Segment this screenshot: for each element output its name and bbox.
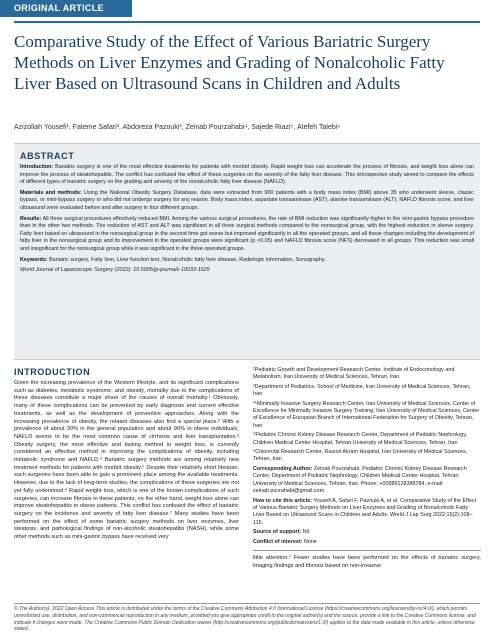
- conflict-of-interest-value: None: [303, 538, 317, 545]
- how-to-cite-label: How to cite this article:: [253, 497, 313, 504]
- abstract-keywords-text: Bariatric surgery, Fatty liver, Liver function test, Nonalcoholic fatty liver disease, Radiologic information, Sonography.: [49, 256, 326, 263]
- paper-title: Comparative Study of the Effect of Various Bariatric Surgery Methods on Liver Enzymes and Grading of Nonalcoholic Fatty Liver Based on Ultrasound Scans in Children and Adults: [14, 32, 445, 93]
- abstract-results-label: Results:: [20, 215, 42, 222]
- abstract-keywords: [20, 257, 474, 265]
- abstract-introduction-label: Introduction:: [20, 164, 54, 170]
- affiliation: ²Department of Pediatrics, School of Medicine, Iran University of Medical Sciences, Tehran, Iran: [253, 383, 471, 398]
- abstract-methods-label: Materials and methods:: [20, 189, 82, 196]
- footer-rule: [14, 603, 480, 604]
- license-footer: © The Author(s). 2022 Open Access This article is distributed under the terms of the Creative Commons Attribution 4.0 International License (https://creativecommons.org/licenses/by-nc/4.0/), which permits unrestricted use, distribution, and non-commercial reproduction in any medium, provided you give appropriate credit to the original author(s) and the source, provide a link to the Creative Commons license, and indicate if changes were made. The Creative Commons Public Domain Dedication waiver (http://creativecommons.org/publicdomain/zero/1.0/) applies to the data made available in this article, unless otherwise stated.: [14, 606, 476, 633]
- abstract-methods-text: Using the National Obesity Surgery Database, data were extracted from 900 patients with a body mass index (BMI) above 35 who underwent sleeve, classic bypass, or mini-bypass surgery or who did not undergo surgery for any reason. Body mass index, aspartate transaminase (AST), alanine transaminase (ALT), NAFLD fibrosis score, and liver ultrasound were evaluated before and after surgery in four different groups.: [20, 189, 474, 211]
- corresponding-author-label: Corresponding Author:: [253, 465, 313, 472]
- introduction-continued: little attention.⁷ Fewer studies have been performed on the effects of bariatric surgery, imaging findings and fibrosis based on non-invasive: [253, 554, 481, 569]
- abstract-section: [14, 143, 480, 360]
- author-list: Azizollah Yousefi¹, Fateme Safari², Abdoreza Pazouki³, Zeinab Pourzahabi⁴, Sajede Riazi⁵, Atefeh Talebi⁶: [14, 124, 341, 131]
- abstract-results: [20, 216, 474, 254]
- corresponding-author: [253, 466, 481, 496]
- how-to-cite-text: Yousefi A, Safari F, Pazouki A, et al. Comparative Study of the Effect of Various Bariatric Surgery Methods on Liver Enzymes and Grading of Nonalcoholic Fatty Liver Based on Ultrasound Scans in Children and Adults. World J Lap Surg 2022;15(2):108–115.: [253, 497, 477, 526]
- abstract-results-text: All three surgical procedures effectively reduced BMI. Among the various surgical procedures, the rate of BMI reduction was significantly higher in the mini-gastric bypass procedure than in the other two methods. The reduction of AST and ALT was significant in all three surgical methods compared to the nonsurgical group, with the highest reduction in sleeve surgery. Fatty liver based on ultrasound in the nonsurgical group in the second time got worse but improved significantly in all the operated groups, and all these changes including the development of fatty liver in the nonsurgical group and its improvement in the operated groups were significant (p <0.05) and NAFLD fibrosis score (NFS) decreased in all groups. This reduction was small and insignificant for the nonsurgical group while it was significant in the three operated groups.: [20, 215, 475, 252]
- abstract-introduction: [20, 164, 474, 187]
- abstract-heading: ABSTRACT: [20, 151, 75, 161]
- affiliation: ³⁵Minimally Invasive Surgery Research Center, Iran University of Medical Sciences, Center of Excellence for Minimally Invasive Surgery Training, Iran University of Medical Sciences, Center of Excellence of European Branch of International Federation for Surgery of Obesity, Tehran, Iran: [253, 400, 480, 429]
- article-type-label: ORIGINAL ARTICLE: [0, 0, 132, 17]
- affiliation: ⁶Colorectal Research Center, Rasool Akram Hospital, Iran University of Medical Sciences, Tehran, Iran: [253, 449, 468, 463]
- corresponding-author-text: Zeinab Pourzahabi, Pediatric Chronic Kidney Disease Research Center, Department of Pediatric Nephrology, Children Medical Center Hospital, Tehran University of Medical Sciences, Tehran, Iran, Phone: +00989128388784, e-mail: zeinab.purzahabi@gmail.com: [253, 465, 467, 495]
- conflict-of-interest: [253, 539, 481, 546]
- introduction-text: Given the increasing prevalence of the Western lifestyle, and its significant complications such as diabetes, metabolic syndrome, and obesity, mortality due to the complications of these diseases constitute a major share of the causes of overall mortality.¹ Obviously, many of these complications can be prevented by early diagnosis and current effective treatments, as well as the development of preventive approaches. Along with the increasing prevalence of obesity, the related diseases also find a special place.² With a prevalence of about 30% in the general population and about 90% in obese individuals, NAFLD seems to be the most common cause of cirrhosis and liver transplantation.³ Obesity surgery, the most effective and lasting method in weight loss, is currently considered an effective method in improving the complications of obesity, including metabolic syndrome and NAFLD.⁴ Bariatric surgery methods are among relatively new treatment methods for patients with morbid obesity.⁵ Despite their relatively short lifespan, such surgeries have been able to gain a prominent place among the available treatments. However, due to the lack of long-term studies, the complications of these surgeries are not yet fully understood.⁶ Rapid weight loss, which is one of the known complications of such surgeries, can increase fibrosis in these patients; on the other hand, weight loss alone can improve steatohepatitis in obese patients. This conflict has confused the effect of bariatric surgery on the incidence and severity of fatty liver disease.⁷ Many studies have been performed on the effect of some bariatric surgery methods on liver enzymes, liver steatosis, and pathological findings of non-alcoholic steatohepatitis (NASH), while some other methods such as mini-gastric bypass have received very: [14, 380, 239, 541]
- header-rule: [14, 21, 480, 23]
- source-of-support-value: Nil: [302, 529, 310, 536]
- conflict-of-interest-label: Conflict of interest:: [253, 538, 303, 545]
- abstract-keywords-label: Keywords:: [20, 256, 48, 263]
- how-to-cite: [253, 498, 481, 528]
- affiliation: ⁴Pediatric Chronic Kidney Disease Research Center, Department of Pediatric Nephrology, Children Medical Center Hospital, Tehran University of Medical Sciences, Tehran, Iran: [253, 432, 468, 446]
- abstract-introduction-text: Bariatric surgery is one of the most effective treatments for patients with morbid obesity. Rapid weight loss can accelerate the process of fibrosis, and weight loss alone can improve the process of steatohepatitis. The conflict has confused the effect of these surgeries on the severity of the fatty liver disease. This retrospective study aimed to compare the effects of different types of bariatric surgery on the grading and severity of the nonalcoholic fatty liver disease (NAFLD).: [20, 164, 474, 186]
- source-of-support-label: Source of support:: [253, 529, 302, 536]
- source-of-support: [253, 529, 481, 536]
- column-divider: [253, 550, 481, 551]
- abstract-methods: [20, 190, 474, 213]
- abstract-citation: World Journal of Laparoscopic Surgery (2022): 10.5005/jp-journals-10033-1529: [20, 267, 210, 274]
- introduction-heading: INTRODUCTION: [14, 367, 91, 377]
- right-column: [253, 367, 481, 570]
- left-column: [14, 367, 239, 542]
- affiliation: ¹Pediatric Growth and Development Research Center, Institute of Endocrinology and Metabolism, Iran University of Medical Sciences, Tehran, Iran: [253, 367, 455, 381]
